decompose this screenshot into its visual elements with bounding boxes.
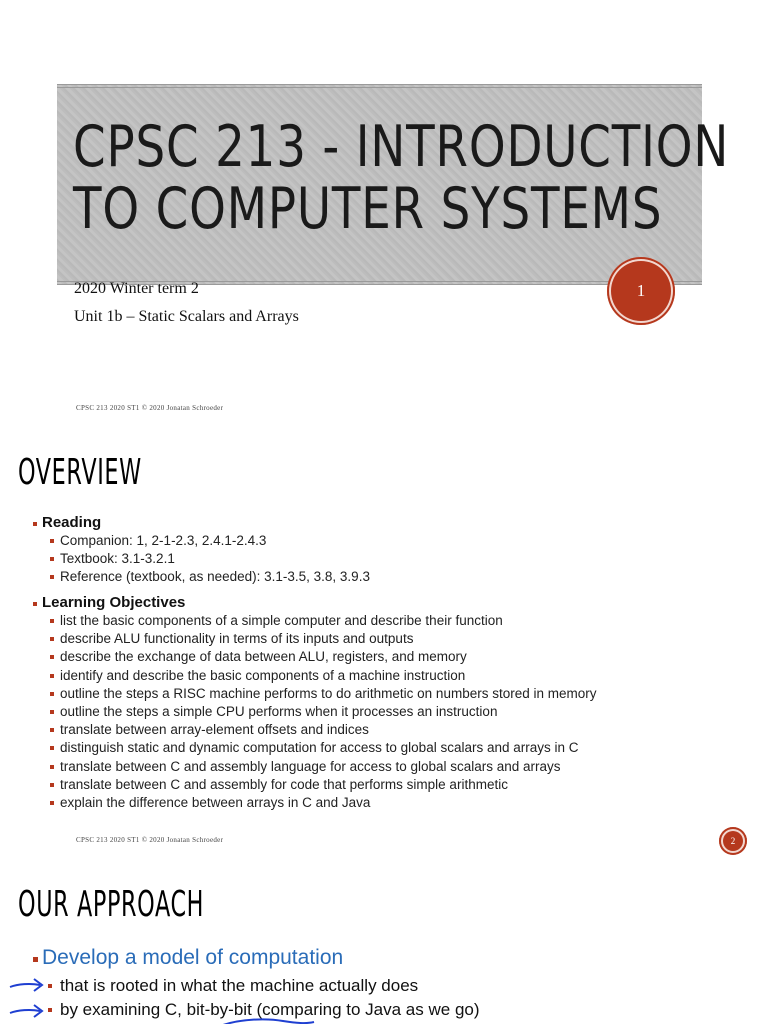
slide-number-badge: 2: [719, 827, 747, 855]
list-item: Companion: 1, 2-1-2.3, 2.4.1-2.4.3: [33, 532, 753, 550]
arrow-annotation-icon: [8, 976, 46, 996]
approach-title: OUR APPROACH: [18, 884, 205, 925]
list-item: Reference (textbook, as needed): 3.1-3.5, 3.8, 3.9.3: [33, 568, 753, 586]
list-item: list the basic components of a simple computer and describe their function: [33, 612, 753, 630]
list-item: translate between array-element offsets and indices: [33, 721, 753, 739]
overview-title: OVERVIEW: [18, 452, 142, 493]
title-line-2: TO COMPUTER SYSTEMS: [73, 176, 663, 242]
unit-subtitle: Unit 1b – Static Scalars and Arrays: [74, 308, 299, 325]
sub-bullet: by examining C, bit-by-bit (comparing to Java as we go): [48, 1000, 480, 1020]
slide-number-badge: 1: [607, 257, 675, 325]
list-item: Textbook: 3.1-3.2.1: [33, 550, 753, 568]
list-item: describe the exchange of data between ALU, registers, and memory: [33, 648, 753, 666]
approach-slide: [0, 862, 768, 1024]
slide-footer: CPSC 213 2020 ST1 © 2020 Jonatan Schroeder: [76, 404, 224, 412]
title-slide: [0, 0, 768, 430]
objectives-heading: Learning Objectives: [33, 594, 753, 612]
objectives-section: [33, 594, 753, 812]
sub-bullet: that is rooted in what the machine actually does: [48, 976, 418, 996]
main-bullet: Develop a model of computation: [33, 946, 343, 970]
reading-section: [33, 514, 753, 587]
slide-footer: CPSC 213 2020 ST1 © 2020 Jonatan Schroeder: [76, 836, 224, 844]
term-subtitle: 2020 Winter term 2: [74, 280, 199, 297]
list-item: describe ALU functionality in terms of its inputs and outputs: [33, 630, 753, 648]
list-item: identify and describe the basic components of a machine instruction: [33, 667, 753, 685]
title-line-1: CPSC 213 - INTRODUCTION: [73, 114, 730, 180]
arrow-annotation-icon: [8, 1002, 46, 1022]
list-item: outline the steps a RISC machine performs to do arithmetic on numbers stored in memory: [33, 685, 753, 703]
slide-title: [73, 114, 730, 242]
list-item: translate between C and assembly language for access to global scalars and arrays: [33, 758, 753, 776]
list-item: explain the difference between arrays in C and Java: [33, 794, 753, 812]
title-band: [57, 84, 730, 285]
overview-slide: [0, 430, 768, 862]
reading-heading: Reading: [33, 514, 753, 532]
list-item: distinguish static and dynamic computation for access to global scalars and arrays in C: [33, 739, 753, 757]
list-item: outline the steps a simple CPU performs when it processes an instruction: [33, 703, 753, 721]
list-item: translate between C and assembly for code that performs simple arithmetic: [33, 776, 753, 794]
underline-annotation-icon: [221, 1017, 316, 1024]
